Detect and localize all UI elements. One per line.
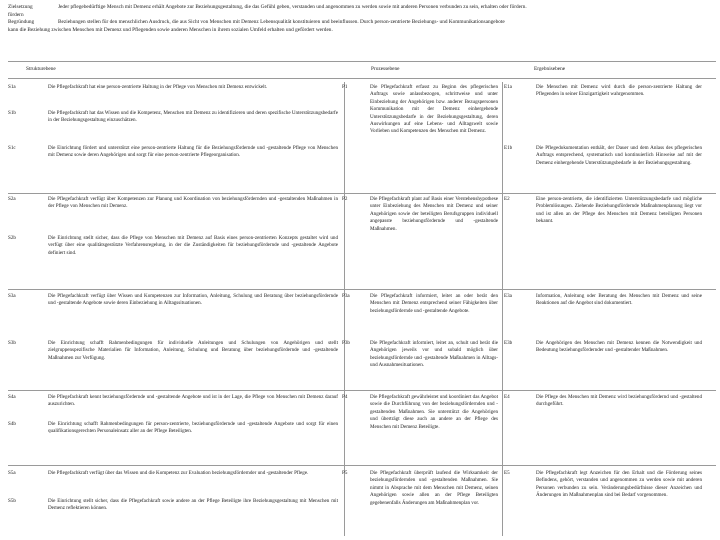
result-criterion-id: E1b	[504, 145, 513, 151]
process-criterion-text: Die Pflegefachkraft gewährleistet und koordiniert das Angebot sowie die Durchführung von der beziehungsfördernden und -gestaltenden Maßnahmen. Sie unterstützt die Angehörigen und überträgt diese auch an andere an der Pflege des Menschen mit Demenz Beteiligte.	[370, 394, 498, 430]
zielsetzung-text: Jeder pflegebedürftige Mensch mit Demenz erhält Angebote zur Beziehungsgestaltung, die das Gefühl geben, verstanden und angenommen zu werden sowie mit anderen Personen verbunden zu sein, erhalten oder fördern.	[58, 4, 527, 10]
structure-criterion-text: Die Pflegefachkraft hat eine person-zentrierte Haltung in der Pflege von Menschen mit Demenz entwickelt.	[48, 84, 268, 90]
result-criterion-id: E3b	[504, 340, 513, 346]
structure-criterion-text: Die Einrichtung fördert und unterstützt eine person-zentrierte Haltung für die Beziehungsfördernde und -gestaltende Pflege von Menschen mit Demenz sowie deren Angehörigen und sorgt für eine person-zentrierte Pflegeorganisation.	[48, 145, 338, 159]
table-top-rule	[8, 61, 716, 62]
column-head-result: Ergebnisebene	[534, 66, 566, 72]
process-criterion-text: Die Pflegefachkraft plant auf Basis einer Verstehenshypothese unter Einbeziehung des Menschen mit Demenz und seiner Angehörigen sowie der beteiligten Berufsgruppen individuell angepasste beziehungsfördernde und -gestaltende Maßnahmen.	[370, 196, 498, 232]
row-rule-s5	[8, 465, 716, 466]
zielsetzung-row	[8, 4, 712, 12]
result-criterion-id: E3a	[504, 293, 512, 299]
begruendung-row	[8, 19, 712, 27]
process-criterion-id: P2	[342, 196, 348, 202]
structure-criterion-text: Die Pflegefachkraft hat das Wissen und die Kompetenz, Menschen mit Demenz zu identifizieren und deren spezifische Unterstützungsbedarfe in der Beziehungsgestaltung einzuschätzen.	[48, 110, 338, 124]
structure-criterion-id: S1c	[8, 145, 16, 151]
structure-criterion-id: S3b	[8, 340, 16, 346]
structure-criterion-text: Die Einrichtung stellt sicher, dass die Pflege von Menschen mit Demenz auf Basis eines person-zentrierten Konzepts gestaltet wird und verfügt über eine qualitätsgestützte Verfahrensregelung, in der die Zuständigkeiten für beziehungsfördernde und -gestaltende Angebote definiert sind.	[48, 235, 338, 256]
result-criterion-text: Eine person-zentrierte, die identifizierten Unterstützungsbedarfe und mögliche Problemlösungen. Ziehende Beziehungsfördernde Maßnahmenplanung liegt vor und ist allen an der Pflege des Menschen mit Demenz beteiligten Personen bekannt.	[536, 196, 702, 225]
result-criterion-text: Die Pflege des Menschen mit Demenz wird beziehungsfördernd und -gestaltend durchgeführt.	[536, 394, 702, 408]
structure-criterion-id: S4a	[8, 394, 16, 400]
begruendung-continuation: kann die Beziehung zwischen Menschen mit Demenz und Pflegenden sowie anderen Menschen in ihrem sozialen Umfeld erhalten und gefördert werden.	[8, 26, 333, 33]
process-criterion-id: P1	[342, 84, 348, 90]
result-criterion-text: Die Menschen mit Demenz wird durch die person-zentrierte Haltung der Pflegenden in seiner Einzigartigkeit wahrgenommen.	[536, 84, 702, 98]
structure-criterion-id: S1a	[8, 84, 16, 90]
result-criterion-id: E1a	[504, 84, 512, 90]
process-criterion-text: Die Pflegefachkraft informiert, leitet an, schult und berät die Angehörigen jeweils vor und sobald möglich über beziehungsfördernde und -gestaltende Maßnahmen in Alltags- und Ausnahmesituationen.	[370, 340, 498, 369]
row-rule-s2	[8, 193, 716, 194]
structure-criterion-text: Die Pflegefachkraft verfügt über Kompetenzen zur Planung und Koordination von beziehungsfördernden und -gestaltenden Maßnahmen in der Pflege von Menschen mit Demenz.	[48, 196, 338, 210]
structure-criterion-id: S5b	[8, 498, 16, 504]
structure-criterion-id: S2a	[8, 196, 16, 202]
result-criterion-id: E2	[504, 196, 510, 202]
row-rule-s3	[8, 289, 716, 290]
zielsetzung-continuation: fördern	[8, 11, 24, 18]
process-criterion-id: P3a	[342, 293, 350, 299]
structure-criterion-text: Die Einrichtung stellt sicher, dass die Pflegefachkraft sowie andere an der Pflege Beteiligte ihre Beziehungsgestaltung mit Menschen mit Demenz reflektieren können.	[48, 498, 338, 512]
result-criterion-text: Die Angehörigen des Menschen mit Demenz kennen die Notwendigkeit und Bedeutung beziehungsfördernder und -gestaltender Maßnahmen.	[536, 340, 702, 354]
zielsetzung-label: Zielsetzung	[8, 4, 33, 10]
process-criterion-id: P3b	[342, 340, 350, 346]
process-criterion-id: P5	[342, 470, 348, 476]
structure-criterion-id: S5a	[8, 470, 16, 476]
result-criterion-text: Die Pflegefachkraft legt Anzeichen für den Erhalt und die Förderung seines Befindens, gehört, verstanden und angenommen zu werden sowie mit anderen Personen verbunden zu sein. Veränderungsbedürfnisse dieser Anzeichen und Änderungen im Maßnahmenplan sind bei Bedarf vorgenommen.	[536, 470, 702, 499]
structure-criterion-id: S4b	[8, 421, 16, 427]
process-criterion-text: Die Pflegefachkraft erfasst zu Beginn des pflegerischen Auftrags sowie anlassbezogen, schrittweise und unter Einbeziehung der Angehörigen bzw. anderer Bezugspersonen Kommunikation mit der Demenz einhergehende Unterstützungsbedarfe in der Beziehungsgestaltung, deren Auswirkungen auf eine Lebens- und Alltagswelt sowie Vorlieben und Kompetenzen des Menschen mit Demenz.	[370, 84, 498, 135]
structure-criterion-text: Die Einrichtung schafft Rahmenbedingungen für individuelle Anleitungen und Schulungen von Angehörigen und stellt zielgruppenspezifische Materialien für Information, Anleitung, Schulung und Beratung über beziehungsfördernde und -gestaltende Maßnahmen zur Verfügung.	[48, 340, 338, 361]
structure-criterion-text: Die Einrichtung schafft Rahmenbedingungen für person-zentrierte, beziehungsfördernde und -gestaltende Angebote und sorgt für einen qualifikationsgerechten Personaleinsatz aller an der Pflege Beteiligten.	[48, 421, 338, 435]
structure-criterion-text: Die Pflegefachkraft verfügt über das Wissen und die Kompetenz zur Evaluation beziehungsfördernder und -gestaltender Pflege.	[48, 470, 309, 476]
header-bottom-rule	[8, 78, 716, 79]
begruendung-text: Beziehungen stellen für den menschlichen Ausdruck, die aus Sicht von Menschen mit Demenz Lebensqualität konstituieren und beeinflussen. Durch person-zentrierte Beziehungs- und Kommunikationsangebote	[58, 19, 505, 26]
result-criterion-text: Information, Anleitung oder Beratung des Menschen mit Demenz und seine Reaktionen auf die Angebot sind dokumentiert.	[536, 293, 702, 307]
result-criterion-text: Die Pflegedokumentation enthält, der Dauer und dem Anlass des pflegerischen Auftrags entsprechend, systematisch und kontinuierlich Hinweise auf mit der Demenz einhergehende Unterstützungsbedarfe in der Beziehungsgestaltung.	[536, 145, 702, 166]
result-criterion-id: E4	[504, 394, 510, 400]
column-head-process: Prozessebene	[371, 66, 400, 72]
row-rule-s4	[8, 390, 716, 391]
standard-header	[8, 4, 712, 34]
divider-process-result	[502, 82, 503, 536]
result-criterion-id: E5	[504, 470, 510, 476]
structure-criterion-id: S3a	[8, 293, 16, 299]
structure-criterion-text: Die Pflegefachkraft verfügt über Wissen und Kompetenzen zur Information, Anleitung, Schulung und Beratung über beziehungsfördernde und -gestaltende Angebote sowie deren Einbeziehung in Alltagssituationen.	[48, 293, 338, 307]
structure-criterion-id: S1b	[8, 110, 16, 116]
column-head-structure: Strukturebene	[26, 66, 56, 72]
structure-criterion-text: Die Pflegefachkraft kennt beziehungsfördernde und -gestaltende Angebote und ist in der Lage, die Pflege von Menschen mit Demenz darauf auszurichten.	[48, 394, 338, 408]
process-criterion-text: Die Pflegefachkraft überprüft laufend die Wirksamkeit der beziehungsfördernden und -gestaltenden Maßnahmen. Sie nimmt in Absprache mit dem Menschen mit Demenz, seinen Angehörigen sowie allen an der Pflege Beteiligten gegebenenfalls Änderungen am Maßnahmenplan vor.	[370, 470, 498, 506]
process-criterion-text: Die Pflegefachkraft informiert, leitet an oder berät den Menschen mit Demenz entsprechend seiner Fähigkeiten über beziehungsfördernde und -gestaltende Angebote.	[370, 293, 498, 314]
process-criterion-id: P4	[342, 394, 348, 400]
structure-criterion-id: S2b	[8, 235, 16, 241]
begruendung-label: Begründung	[8, 19, 35, 26]
